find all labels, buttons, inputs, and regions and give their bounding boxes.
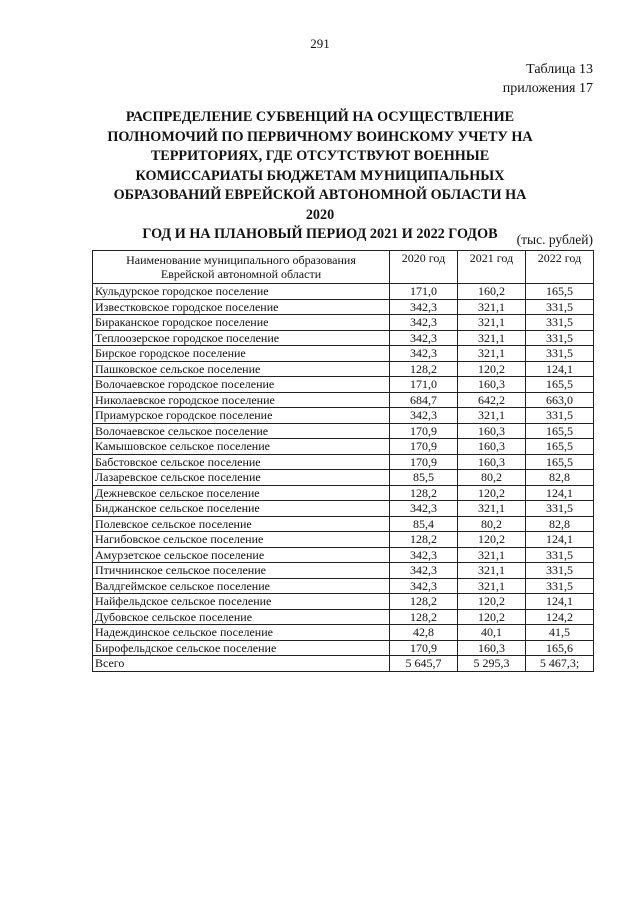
cell-2021: 5 295,3 [458,656,526,672]
page-number: 291 [310,36,330,51]
cell-2022: 331,5 [526,578,594,594]
table-row [93,330,594,346]
header-municipality [93,251,390,284]
cell-2021: 321,1 [458,547,526,563]
cell-2020: 342,3 [390,330,458,346]
cell-2021: 120,2 [458,594,526,610]
table-row [93,547,594,563]
table-row [93,609,594,625]
cell-2022: 82,8 [526,470,594,486]
cell-2022: 165,5 [526,454,594,470]
cell-municipality: Кульдурское городское поселение [93,284,390,300]
cell-municipality: Приамурское городское поселение [93,408,390,424]
cell-2020: 128,2 [390,485,458,501]
title-line: ОБРАЗОВАНИЙ ЕВРЕЙСКОЙ АВТОНОМНОЙ ОБЛАСТИ НА 2020 [113,187,527,223]
table-row [93,563,594,579]
header-municipality-line1: Наименование муниципального образования [126,253,356,267]
cell-2021: 321,1 [458,408,526,424]
cell-2020: 128,2 [390,594,458,610]
cell-municipality: Биджанское сельское поселение [93,501,390,517]
cell-2021: 120,2 [458,532,526,548]
cell-2022: 165,5 [526,284,594,300]
table-row [93,532,594,548]
table-row [93,299,594,315]
cell-2020: 684,7 [390,392,458,408]
cell-2021: 321,1 [458,578,526,594]
table-row [93,361,594,377]
table-row [93,501,594,517]
cell-2022: 124,1 [526,485,594,501]
table-row [93,315,594,331]
cell-2021: 160,3 [458,423,526,439]
cell-2022: 124,2 [526,609,594,625]
cell-2022: 331,5 [526,501,594,517]
table-number: Таблица 13 [526,62,593,77]
cell-2020: 170,9 [390,423,458,439]
cell-2020: 342,3 [390,346,458,362]
title-line: КОМИССАРИАТЫ БЮДЖЕТАМ МУНИЦИПАЛЬНЫХ [135,167,505,184]
title-line: ТЕРРИТОРИЯХ, ГДЕ ОТСУТСТВУЮТ ВОЕННЫЕ [150,148,490,164]
cell-2022: 331,5 [526,346,594,362]
cell-municipality: Надеждинское сельское поселение [93,625,390,641]
cell-municipality: Камышовское сельское поселение [93,439,390,455]
cell-municipality: Амурзетское сельское поселение [93,547,390,563]
cell-2021: 120,2 [458,609,526,625]
units-label: (тыс. рублей) [516,232,593,247]
cell-2022: 5 467,3; [526,656,594,672]
cell-municipality: Пашковское сельское поселение [93,361,390,377]
cell-municipality: Известковское городское поселение [93,299,390,315]
cell-2021: 321,1 [458,346,526,362]
table-row [93,625,594,641]
table-row [93,423,594,439]
cell-2021: 321,1 [458,299,526,315]
cell-2021: 120,2 [458,485,526,501]
cell-2021: 321,1 [458,563,526,579]
cell-2022: 331,5 [526,408,594,424]
cell-2022: 82,8 [526,516,594,532]
cell-municipality: Валдгеймское сельское поселение [93,578,390,594]
table-row [93,578,594,594]
cell-2020: 128,2 [390,609,458,625]
cell-2021: 160,3 [458,377,526,393]
header-2021: 2021 год [458,251,526,284]
cell-2022: 165,5 [526,377,594,393]
cell-2021: 321,1 [458,501,526,517]
document-title [100,108,540,245]
cell-2021: 160,2 [458,284,526,300]
table-row [93,656,594,672]
cell-2020: 342,3 [390,563,458,579]
cell-2022: 331,5 [526,563,594,579]
cell-2022: 124,1 [526,594,594,610]
cell-municipality: Всего [93,656,390,672]
table-row [93,470,594,486]
cell-2020: 85,4 [390,516,458,532]
table-row [93,439,594,455]
table-row [93,284,594,300]
cell-2022: 41,5 [526,625,594,641]
cell-2021: 160,3 [458,439,526,455]
cell-2020: 342,3 [390,299,458,315]
cell-2020: 170,9 [390,439,458,455]
cell-municipality: Дубовское сельское поселение [93,609,390,625]
cell-2021: 120,2 [458,361,526,377]
cell-municipality: Птичнинское сельское поселение [93,563,390,579]
cell-municipality: Бирское городское поселение [93,346,390,362]
cell-2021: 80,2 [458,516,526,532]
cell-2022: 165,6 [526,640,594,656]
cell-2021: 40,1 [458,625,526,641]
cell-2020: 170,9 [390,454,458,470]
cell-2020: 170,9 [390,640,458,656]
cell-municipality: Бирофельдское сельское поселение [93,640,390,656]
table-header-row [93,251,594,284]
table-row [93,485,594,501]
cell-municipality: Теплоозерское городское поселение [93,330,390,346]
title-line: ПОЛНОМОЧИЙ ПО ПЕРВИЧНОМУ ВОИНСКОМУ УЧЕТУ НА [107,128,533,145]
cell-municipality: Дежневское сельское поселение [93,485,390,501]
table-row [93,377,594,393]
cell-2022: 331,5 [526,315,594,331]
cell-2021: 160,3 [458,640,526,656]
cell-2020: 342,3 [390,501,458,517]
cell-2020: 171,0 [390,284,458,300]
cell-2022: 663,0 [526,392,594,408]
cell-municipality: Бабстовское сельское поселение [93,454,390,470]
table-row [93,640,594,656]
cell-2021: 321,1 [458,330,526,346]
cell-2022: 124,1 [526,361,594,377]
cell-2021: 80,2 [458,470,526,486]
cell-2020: 85,5 [390,470,458,486]
cell-municipality: Волочаевское городское поселение [93,377,390,393]
table-reference [503,60,593,98]
table-row [93,346,594,362]
cell-municipality: Полевское сельское поселение [93,516,390,532]
cell-municipality: Найфельдское сельское поселение [93,594,390,610]
cell-2020: 5 645,7 [390,656,458,672]
cell-municipality: Николаевское городское поселение [93,392,390,408]
appendix-number: приложения 17 [502,81,593,96]
cell-2020: 342,3 [390,547,458,563]
header-municipality-line2: Еврейской автономной области [160,267,322,281]
table-body [93,284,594,672]
subvention-table [92,250,594,672]
cell-2022: 331,5 [526,299,594,315]
cell-2020: 342,3 [390,578,458,594]
cell-2021: 642,2 [458,392,526,408]
table-row [93,516,594,532]
cell-2021: 160,3 [458,454,526,470]
cell-municipality: Лазаревское сельское поселение [93,470,390,486]
cell-2020: 342,3 [390,315,458,331]
cell-municipality: Нагибовское сельское поселение [93,532,390,548]
cell-2022: 124,1 [526,532,594,548]
cell-municipality: Бираканское городское поселение [93,315,390,331]
cell-municipality: Волочаевское сельское поселение [93,423,390,439]
cell-2020: 171,0 [390,377,458,393]
cell-2020: 128,2 [390,532,458,548]
cell-2022: 165,5 [526,439,594,455]
title-line: ГОД И НА ПЛАНОВЫЙ ПЕРИОД 2021 И 2022 ГОДОВ [142,226,498,242]
table-row [93,594,594,610]
table-row [93,408,594,424]
header-2020: 2020 год [390,251,458,284]
cell-2020: 42,8 [390,625,458,641]
title-line: РАСПРЕДЕЛЕНИЕ СУБВЕНЦИЙ НА ОСУЩЕСТВЛЕНИЕ [125,109,515,125]
cell-2022: 331,5 [526,547,594,563]
cell-2021: 321,1 [458,315,526,331]
cell-2022: 165,5 [526,423,594,439]
cell-2020: 128,2 [390,361,458,377]
table-row [93,454,594,470]
table-row [93,392,594,408]
header-2022: 2022 год [526,251,594,284]
cell-2020: 342,3 [390,408,458,424]
cell-2022: 331,5 [526,330,594,346]
